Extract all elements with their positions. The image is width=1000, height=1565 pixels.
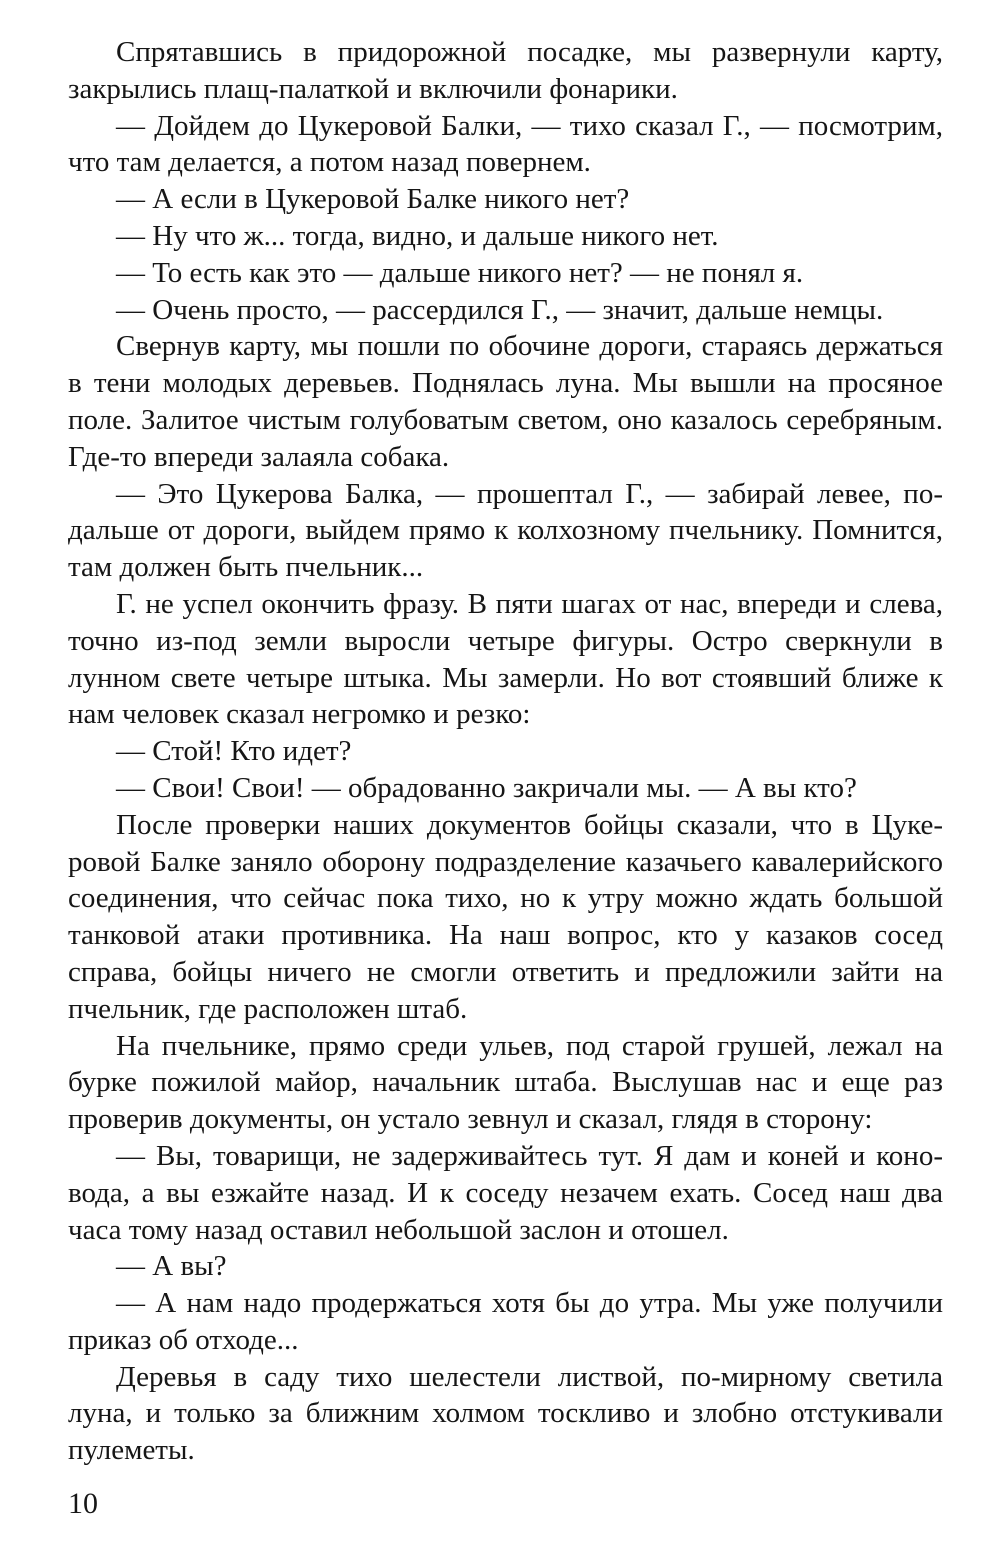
paragraph-4: — Ну что ж... тогда, видно, и дальше никого нет. [116, 219, 719, 252]
paragraph-9: Г. не успел окончить фразу. В пяти шагах от нас, впереди и слева, точно из-под земли выросли четыре фигуры. Остро сверкнули в лунном свете четыре штыка. Мы замерли. Но вот стоявший ближе к нам человек сказал негромко и резко: [68, 587, 943, 731]
page-number: 10 [68, 1487, 98, 1520]
paragraph-10: — Стой! Кто идет? [116, 735, 352, 768]
paragraph-13: На пчельнике, прямо среди ульев, под старой грушей, лежал на бурке пожилой майор, начальник штаба. Выслушав нас и еще раз проверив документы, он устало зевнул и сказал, глядя в сторону: [68, 1029, 943, 1136]
paragraph-17: Деревья в саду тихо шелестели листвой, по-мирному светила луна, и только за ближним холмом тоскливо и злобно отстукивали пулеметы. [68, 1360, 943, 1467]
paragraph-11: — Свои! Свои! — обрадованно закричали мы. — А вы кто? [116, 771, 857, 804]
paragraph-16: — А нам надо продержаться хотя бы до утра. Мы уже получили приказ об отходе... [68, 1287, 943, 1356]
paragraph-2: — Дойдем до Цукеровой Балки, — тихо сказал Г., — посмотрим, что там делается, а потом назад повернем. [68, 109, 943, 179]
body-text [68, 34, 943, 1469]
paragraph-1: Спрятавшись в придорожной посадке, мы развернули карту, закрылись плащ-палаткой и включили фонарики. [68, 36, 943, 105]
paragraph-14: — Вы, товарищи, не задерживайтесь тут. Я дам и коней и коновода, а вы езжайте назад. И к соседу незачем ехать. Сосед наш два часа тому назад оставил небольшой заслон и отошел. [68, 1139, 943, 1246]
paragraph-6: — Очень просто, — рассердился Г., — значит, дальше немцы. [116, 293, 884, 326]
paragraph-15: — А вы? [116, 1250, 227, 1283]
paragraph-8: — Это Цукерова Балка, — прошептал Г., — забирай левее, подальше от дороги, выйдем прямо к колхозному пчельнику. Помнится, там должен быть пчельник... [68, 477, 943, 584]
paragraph-3: — А если в Цукеровой Балке никого нет? [116, 183, 630, 216]
paragraph-5: — То есть как это — дальше никого нет? — не понял я. [116, 256, 804, 289]
paragraph-12: После проверки наших документов бойцы сказали, что в Цукеровой Балке заняло оборону подразделение казачьего кавалерийского соединения, что сейчас пока тихо, но к утру можно ждать большой танковой атаки противника. На наш вопрос, кто у казаков сосед справа, бойцы ничего не смогли ответить и предложили зайти на пчельник, где расположен штаб. [68, 808, 943, 1025]
paragraph-7: Свернув карту, мы пошли по обочине дороги, стараясь держаться в тени молодых деревьев. Поднялась луна. Мы вышли на просяное поле. Залитое чистым голубоватым светом, оно казалось серебряным. Где-то впереди залаяла собака. [68, 330, 943, 473]
